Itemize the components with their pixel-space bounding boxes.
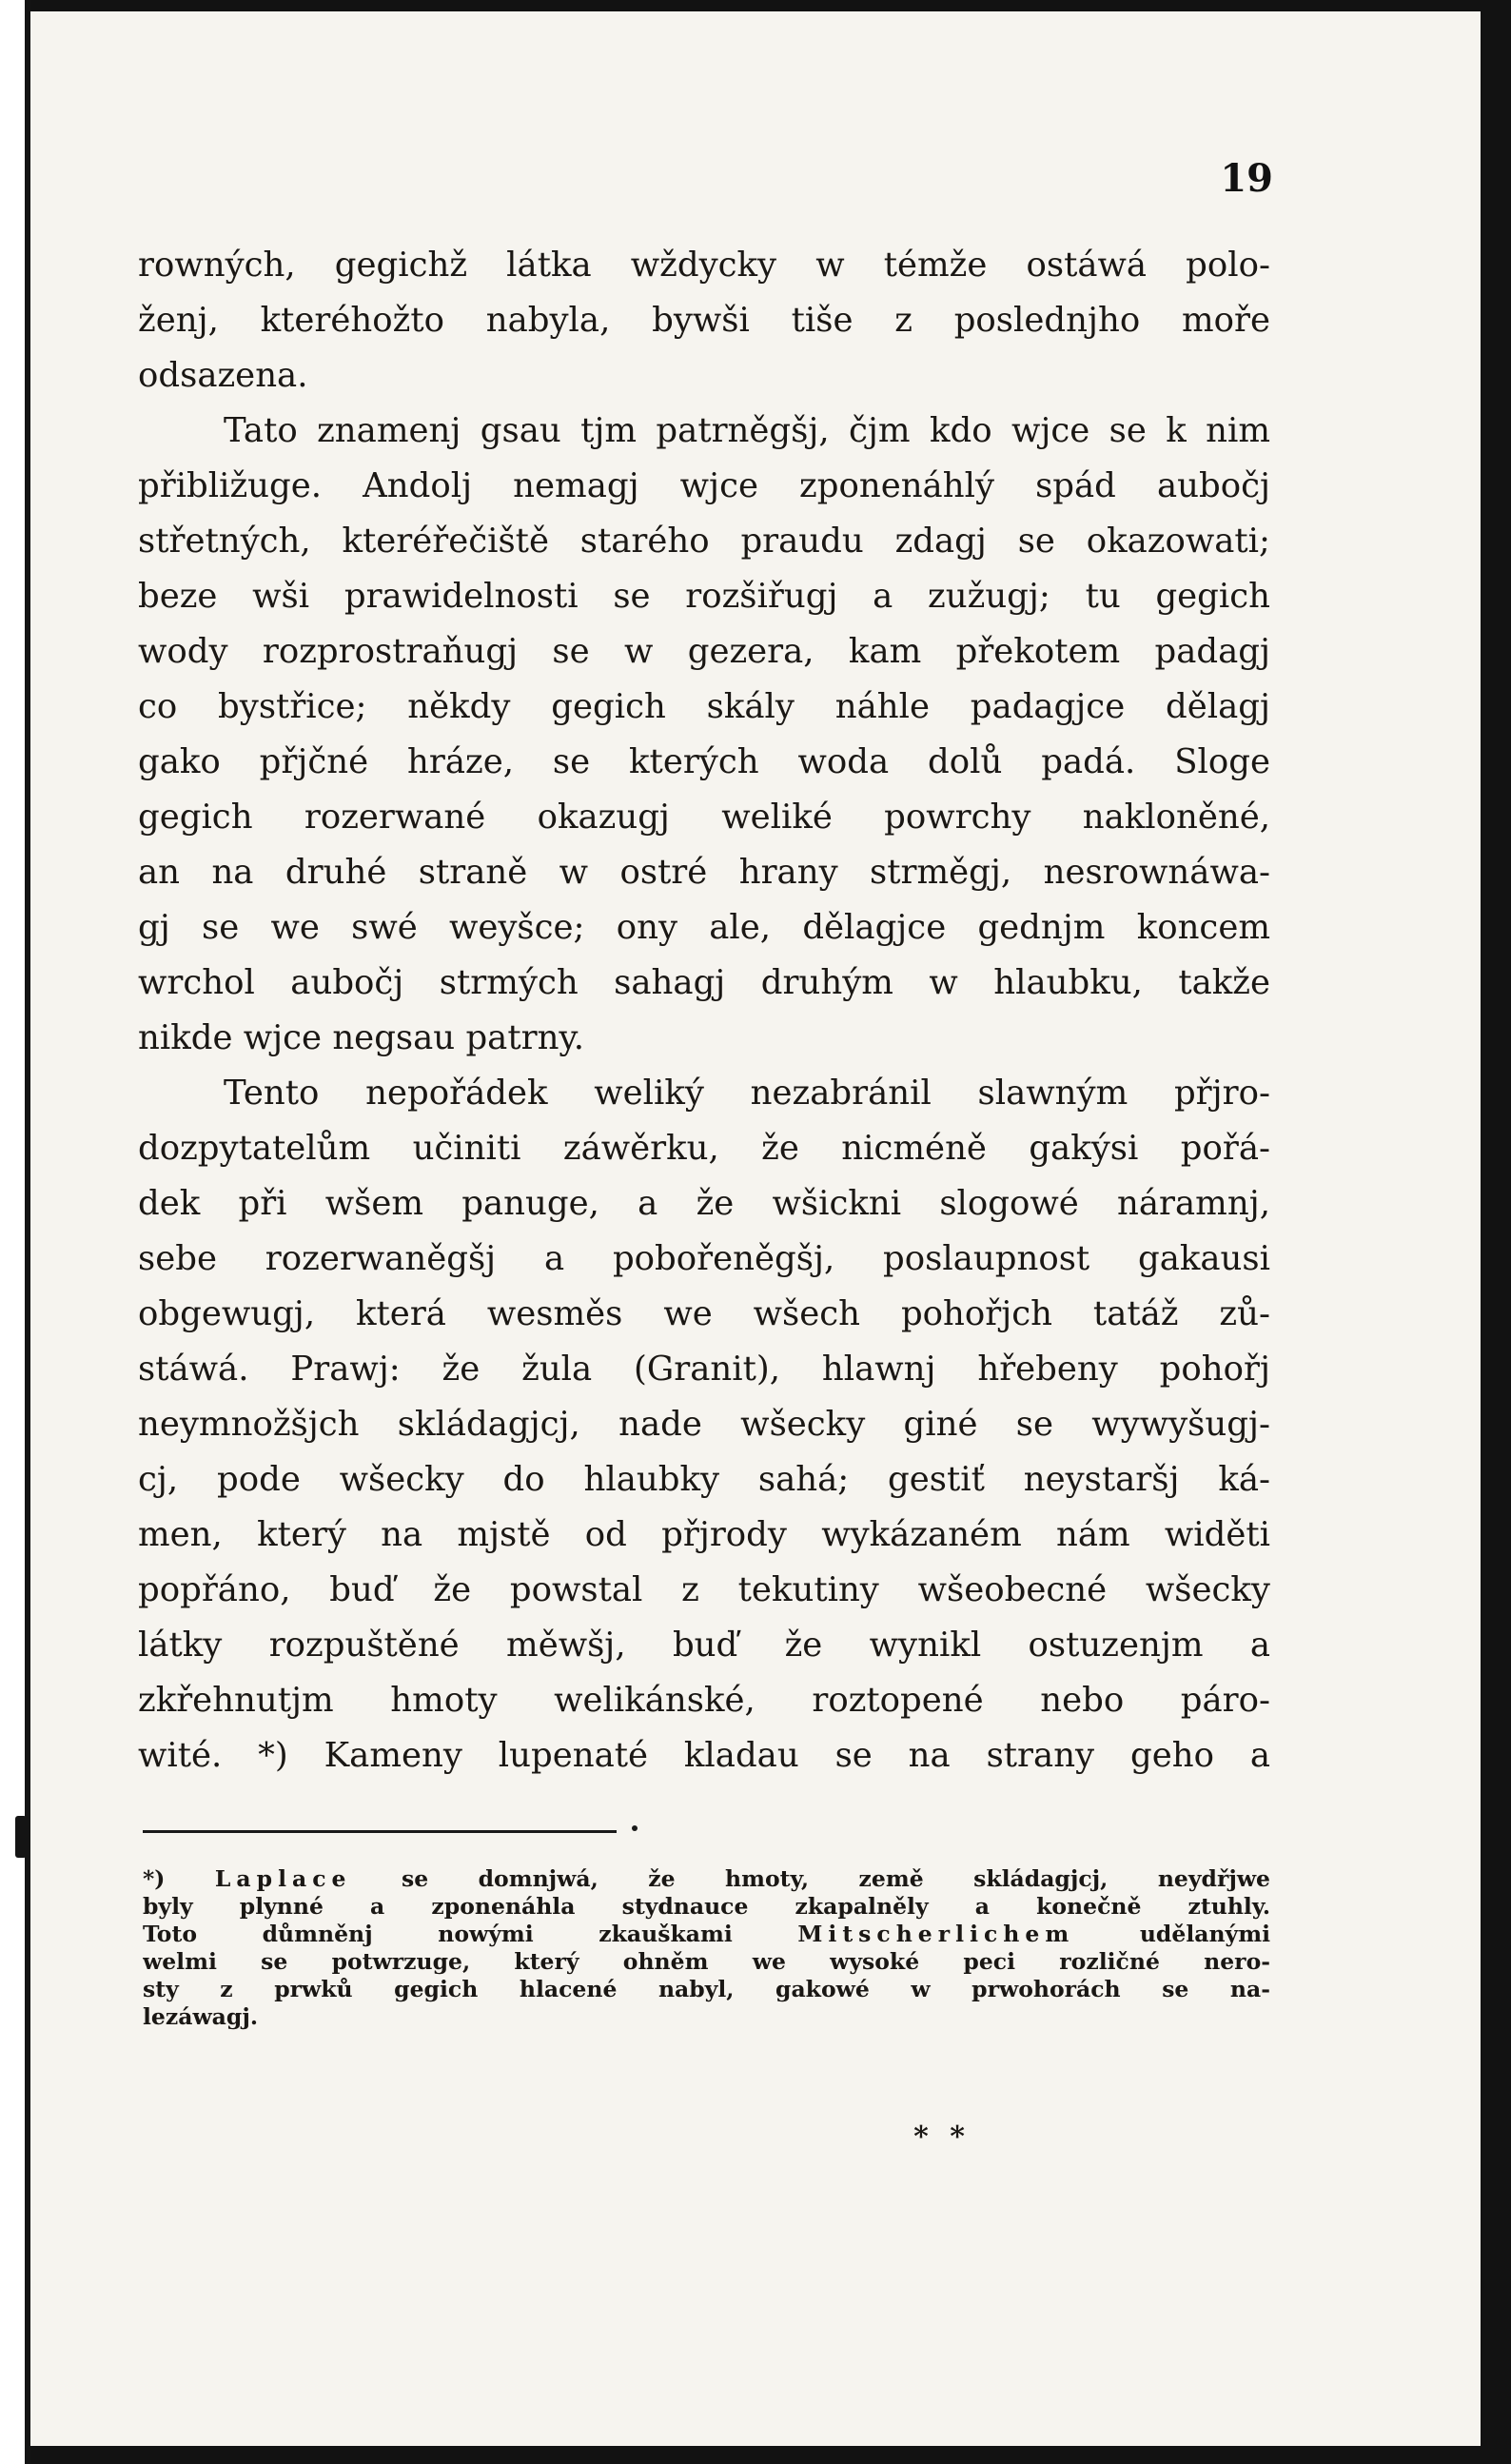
footnote-line: sty z prwků gegich hlacené nabyl, gakowé w prwohorách se na- [143, 1976, 1270, 2002]
footnote-line [143, 1921, 1270, 1948]
text-line: dozpytatelům učiniti záwěrku, že nicméně gakýsi pořá- [138, 1129, 1270, 1168]
signature-mark: * * [913, 2120, 971, 2154]
page-edge-right [1481, 0, 1511, 2464]
text-line: neymnožšjch skládagjcj, nade wšecky giné se wywyšugj- [138, 1405, 1270, 1444]
text-line: střetných, kteréřečiště starého praudu zdagj se okazowati; [138, 522, 1270, 561]
text-line: co bystřice; někdy gegich skály náhle padagjce dělagj [138, 687, 1270, 726]
text-line: gako přjčné hráze, se kterých woda dolů padá. Sloge [138, 742, 1270, 781]
text-line: Tento nepořádek weliký nezabránil slawným přjro- [224, 1074, 1270, 1113]
text-line: an na druhé straně w ostré hrany strměgj, nesrownáwa- [138, 853, 1270, 892]
text-line: ženj, kteréhožto nabyla, bywši tiše z poslednjho moře [138, 301, 1270, 340]
footnote-person: Mitscherlichem [797, 1921, 1075, 1947]
text-line: cj, pode wšecky do hlaubky sahá; gestiť neystaršj ká- [138, 1460, 1270, 1499]
text-line: obgewugj, která wesměs we wšech pohořjch tatáž zů- [138, 1294, 1270, 1333]
text-line: wody rozprostraňugj se w gezera, kam překotem padagj [138, 632, 1270, 671]
text-line: wité. *) Kameny lupenaté kladau se na strany geho a [138, 1736, 1270, 1775]
body-text [138, 238, 1270, 1784]
text-line: gegich rozerwané okazugj weliké powrchy nakloněné, [138, 798, 1270, 837]
text-line: popřáno, buď že powstal z tekutiny wšeobecné wšecky [138, 1570, 1270, 1609]
text-line: látky rozpuštěné měwšj, buď že wynikl ostuzenjm a [138, 1626, 1270, 1665]
footnote-marker: *) [143, 1865, 166, 1892]
text-line: odsazena. [138, 356, 308, 395]
text-line: wrchol aubočj strmých sahagj druhým w hlaubku, takže [138, 963, 1270, 1002]
text-line: stáwá. Prawj: že žula (Granit), hlawnj hřebeny pohořj [138, 1350, 1270, 1389]
footnote-author: Laplace [214, 1865, 352, 1892]
footnote-rule-dot [632, 1825, 638, 1831]
text-line: přibližuge. Andolj nemagj wjce zponenáhlý spád aubočj [138, 466, 1270, 505]
text-line: dek při wšem panuge, a že wšickni slogowé náramnj, [138, 1184, 1270, 1223]
footnote-line: lezáwagj. [143, 2003, 259, 2030]
footnote-line [143, 1865, 1270, 1893]
footnote-text: udělanými [1139, 1921, 1270, 1947]
page-edge-bottom [30, 2446, 1511, 2464]
text-line: sebe rozerwaněgšj a pobořeněgšj, poslaupnost gakausi [138, 1239, 1270, 1278]
footnote-text: Toto důmněnj nowými zkauškami [143, 1921, 733, 1947]
text-line: beze wši prawidelnosti se rozšiřugj a zužugj; tu gegich [138, 577, 1270, 616]
text-line: Tato znamenj gsau tjm patrněgšj, čjm kdo wjce se k nim [224, 411, 1270, 450]
text-line: rowných, gegichž látka wždycky w témže ostáwá polo- [138, 246, 1270, 285]
text-line: men, který na mjstě od přjrody wykázaném nám widěti [138, 1515, 1270, 1554]
page-edge-top [30, 0, 1511, 11]
footnote-line: byly plynné a zponenáhla stydnauce zkapalněly a konečně ztuhly. [143, 1893, 1270, 1920]
margin-left [0, 0, 25, 2464]
footnote-line: welmi se potwrzuge, který ohněm we wysoké peci rozličné nero- [143, 1948, 1270, 1975]
footnote-text: se domnjwá, že hmoty, země skládagjcj, neydřjwe [401, 1865, 1270, 1892]
page-number: 19 [1220, 156, 1273, 201]
footnote [143, 1865, 1270, 2031]
text-line: zkřehnutjm hmoty welikánské, roztopené nebo páro- [138, 1681, 1270, 1720]
text-line: nikde wjce negsau patrny. [138, 1018, 585, 1057]
footnote-rule [143, 1830, 617, 1833]
binding-mark [15, 1816, 27, 1858]
text-line: gj se we swé weyšce; ony ale, dělagjce gednjm koncem [138, 908, 1270, 947]
